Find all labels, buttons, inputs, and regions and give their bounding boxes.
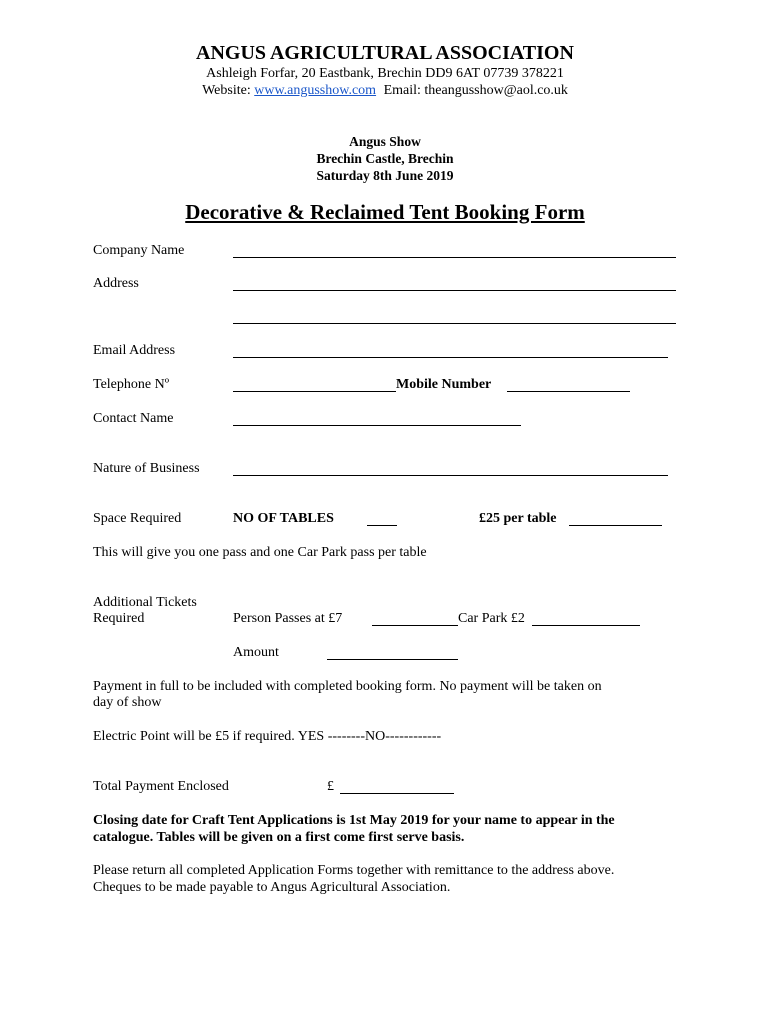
website-link[interactable]: www.angusshow.com (254, 83, 377, 98)
mobile-number-field[interactable] (507, 391, 630, 392)
return-note-line-1: Please return all completed Application Forms together with remittance to the address above. (93, 863, 615, 878)
telephone-field[interactable] (233, 391, 396, 392)
nature-of-business-field[interactable] (233, 475, 668, 476)
mobile-number-label: Mobile Number (396, 377, 492, 392)
required-label: Required (93, 611, 145, 626)
contact-name-label: Contact Name (93, 411, 174, 426)
website-label: Website: (202, 83, 251, 98)
person-passes-field[interactable] (372, 625, 458, 626)
telephone-label: Telephone Nº (93, 377, 170, 392)
contact-line (0, 83, 770, 99)
form-title: Decorative & Reclaimed Tent Booking Form (185, 200, 585, 224)
additional-tickets-label: Additional Tickets (93, 595, 197, 610)
return-note-line-2: Cheques to be made payable to Angus Agricultural Association. (93, 880, 451, 895)
organization-name: ANGUS AGRICULTURAL ASSOCIATION (196, 42, 574, 64)
closing-note-line-1: Closing date for Craft Tent Applications is 1st May 2019 for your name to appear in the (93, 813, 615, 828)
pound-sign: £ (327, 779, 334, 794)
price-per-table-label: £25 per table (479, 511, 557, 526)
event-name: Angus Show (349, 134, 421, 149)
no-of-tables-field[interactable] (367, 525, 397, 526)
organization-address: Ashleigh Forfar, 20 Eastbank, Brechin DD9 6AT 07739 378221 (206, 66, 564, 81)
company-name-label: Company Name (93, 243, 185, 258)
closing-note-line-2: catalogue. Tables will be given on a first come first serve basis. (93, 830, 465, 845)
pass-note: This will give you one pass and one Car Park pass per table (93, 545, 427, 560)
no-of-tables-label: NO OF TABLES (233, 511, 334, 526)
person-passes-label: Person Passes at £7 (233, 611, 343, 626)
email-text: Email: theangusshow@aol.co.uk (383, 83, 568, 98)
total-payment-field[interactable] (340, 793, 454, 794)
event-venue: Brechin Castle, Brechin (316, 151, 454, 166)
address-label: Address (93, 276, 139, 291)
car-park-field[interactable] (532, 625, 640, 626)
event-date: Saturday 8th June 2019 (316, 168, 454, 183)
electric-point-line: Electric Point will be £5 if required. YES --------NO------------ (93, 729, 442, 744)
payment-note-line-1: Payment in full to be included with completed booking form. No payment will be taken on (93, 679, 602, 694)
address-field-line-1[interactable] (233, 290, 676, 291)
price-per-table-field[interactable] (569, 525, 662, 526)
company-name-field[interactable] (233, 257, 676, 258)
car-park-label: Car Park £2 (458, 611, 525, 626)
email-address-field[interactable] (233, 357, 668, 358)
contact-name-field[interactable] (233, 425, 521, 426)
amount-label: Amount (233, 645, 279, 660)
space-required-label: Space Required (93, 511, 182, 526)
payment-note-line-2: day of show (93, 695, 162, 710)
amount-field[interactable] (327, 659, 458, 660)
email-address-label: Email Address (93, 343, 176, 358)
nature-of-business-label: Nature of Business (93, 461, 200, 476)
total-payment-label: Total Payment Enclosed (93, 779, 229, 794)
address-field-line-2[interactable] (233, 323, 676, 324)
